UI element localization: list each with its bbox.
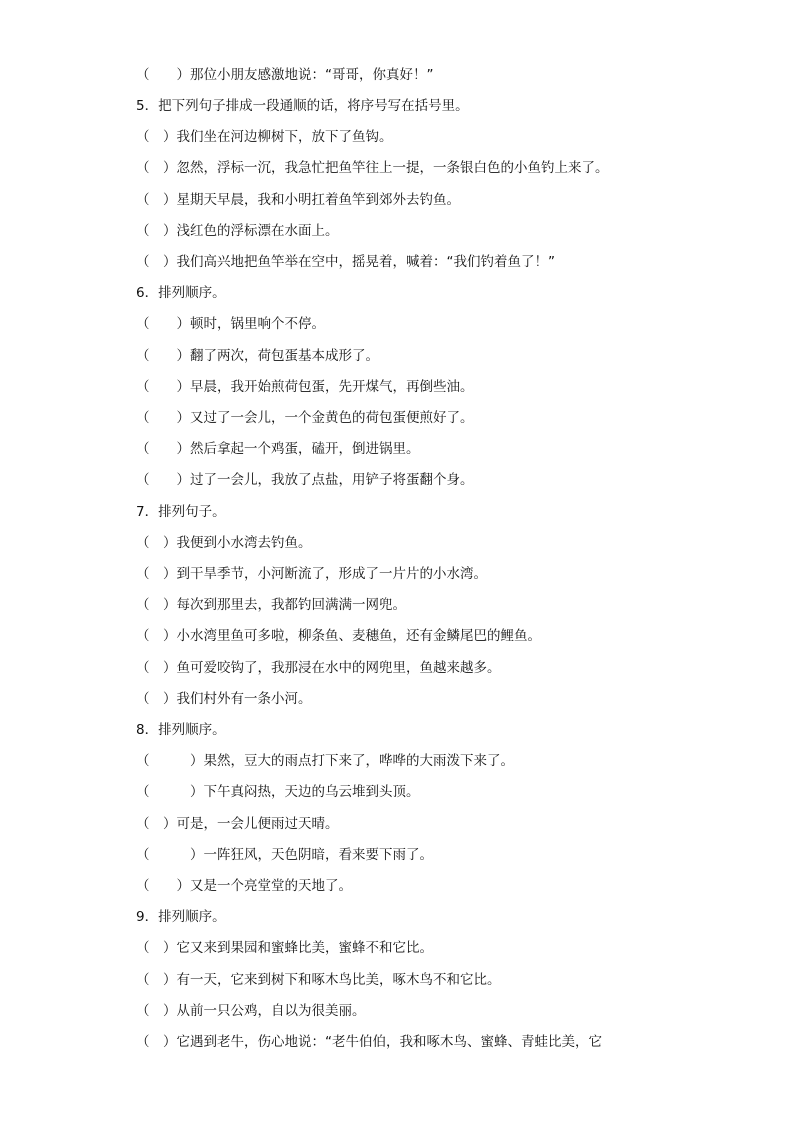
question-heading: 6．排列顺序。	[136, 285, 226, 301]
question-line: （ ）从前一只公鸡，自以为很美丽。	[136, 1003, 366, 1019]
question-line: （ ）早晨，我开始煎荷包蛋，先开煤气，再倒些油。	[136, 379, 474, 395]
question-line: （ ）我们坐在河边柳树下，放下了鱼钩。	[136, 129, 393, 145]
question-line: （ ）小水湾里鱼可多啦，柳条鱼、麦穗鱼，还有金鳞尾巴的鲤鱼。	[136, 628, 541, 644]
question-line: （ ）顿时，锅里响个不停。	[136, 316, 325, 332]
question-line: （ ）星期天早晨，我和小明扛着鱼竿到郊外去钓鱼。	[136, 192, 460, 208]
question-line: （ ）它遇到老牛，伤心地说：“老牛伯伯，我和啄木鸟、蜜蜂、青蛙比美，它	[136, 1034, 602, 1050]
question-heading: 7．排列句子。	[136, 504, 226, 520]
question-line: （ ）又是一个亮堂堂的天地了。	[136, 878, 352, 894]
question-line: （ ）那位小朋友感激地说：“哥哥，你真好！”	[136, 67, 434, 83]
question-line: （ ）又过了一会儿，一个金黄色的荷包蛋便煎好了。	[136, 410, 474, 426]
question-line: （ ）到干旱季节，小河断流了，形成了一片片的小水湾。	[136, 566, 487, 582]
question-line: （ ）我便到小水湾去钓鱼。	[136, 535, 312, 551]
question-line: （ ）过了一会儿，我放了点盐，用铲子将蛋翻个身。	[136, 472, 474, 488]
question-line: （ ）有一天，它来到树下和啄木鸟比美，啄木鸟不和它比。	[136, 972, 501, 988]
question-line: （ ）翻了两次，荷包蛋基本成形了。	[136, 348, 379, 364]
question-line: （ ）它又来到果园和蜜蜂比美，蜜蜂不和它比。	[136, 940, 433, 956]
question-line: （ ）鱼可爱咬钩了，我那浸在水中的网兜里，鱼越来越多。	[136, 660, 501, 676]
question-line: （ ）每次到那里去，我都钓回满满一网兜。	[136, 597, 406, 613]
question-line: （ ）可是，一会儿便雨过天晴。	[136, 816, 339, 832]
question-line: （ ）下午真闷热，天边的乌云堆到头顶。	[136, 784, 420, 800]
question-heading: 9．排列顺序。	[136, 909, 226, 925]
question-heading: 8．排列顺序。	[136, 722, 226, 738]
question-line: （ ）浅红色的浮标漂在水面上。	[136, 223, 339, 239]
question-line: （ ）我们高兴地把鱼竿举在空中，摇晃着，喊着：“我们钓着鱼了！”	[136, 254, 555, 270]
question-line: （ ）我们村外有一条小河。	[136, 691, 312, 707]
question-line: （ ）一阵狂风，天色阴暗，看来要下雨了。	[136, 847, 433, 863]
question-line: （ ）果然，豆大的雨点打下来了，哗哗的大雨泼下来了。	[136, 753, 514, 769]
question-heading: 5．把下列句子排成一段通顺的话，将序号写在括号里。	[136, 98, 469, 114]
question-line: （ ）然后拿起一个鸡蛋，磕开，倒进锅里。	[136, 441, 420, 457]
question-line: （ ）忽然，浮标一沉，我急忙把鱼竿往上一提，一条银白色的小鱼钓上来了。	[136, 160, 609, 176]
